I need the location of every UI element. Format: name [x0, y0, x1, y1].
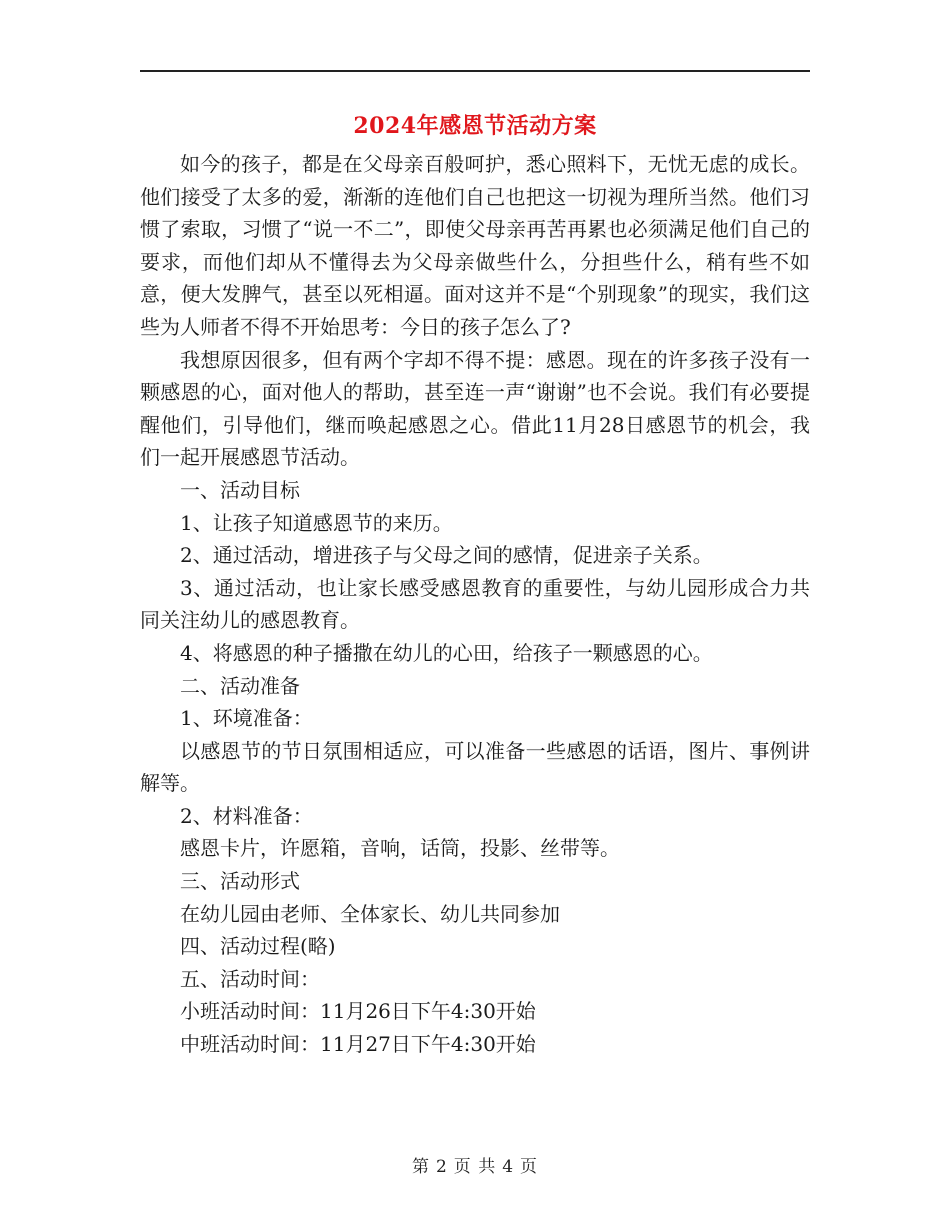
goal-item-3: 3、通过活动，也让家长感受感恩教育的重要性，与幼儿园形成合力共同关注幼儿的感恩教育。	[140, 575, 810, 633]
footer-label-page: 第	[411, 1157, 430, 1177]
footer-label-of: 页 共	[453, 1157, 497, 1177]
time-small-class: 小班活动时间：11月26日下午4:30开始	[180, 999, 536, 1024]
footer-total-pages: 4	[502, 1157, 515, 1177]
prep-item-materials: 2、材料准备：	[180, 803, 313, 828]
goal-item-4: 4、将感恩的种子播撒在幼儿的心田，给孩子一颗感恩的心。	[180, 640, 713, 665]
section-heading-format: 三、活动形式	[180, 869, 300, 894]
prep-environment-detail: 以感恩节的节日氛围相适应，可以准备一些感恩的话语，图片、事例讲解等。	[140, 738, 810, 796]
prep-item-environment: 1、环境准备：	[180, 706, 313, 731]
prep-materials-detail: 感恩卡片，许愿箱，音响，话筒，投影、丝带等。	[180, 836, 620, 861]
section-heading-goals: 一、活动目标	[180, 477, 300, 502]
time-middle-class: 中班活动时间：11月27日下午4:30开始	[180, 1032, 536, 1057]
header-rule	[140, 70, 810, 72]
format-detail: 在幼儿园由老师、全体家长、幼儿共同参加	[180, 901, 560, 926]
document-title: 2024年感恩节活动方案	[353, 113, 597, 139]
paragraph-intro: 如今的孩子，都是在父母亲百般呵护，悉心照料下，无忧无虑的成长。他们接受了太多的爱，渐渐的连他们自己也把这一切视为理所当然。他们习惯了索取，习惯了“说一不二”，即使父母亲再苦再累也必须满足他们自己的要求，而他们却从不懂得去为父母亲做些什么，分担些什么，稍有些不如意，便大发脾气，甚至以死相逼。面对这并不是“个别现象”的现实，我们这些为人师者不得不开始思考：今日的孩子怎么了?	[140, 152, 810, 339]
footer-current-page: 2	[435, 1157, 448, 1177]
section-heading-preparation: 二、活动准备	[180, 673, 300, 698]
paragraph-reason: 我想原因很多，但有两个字却不得不提：感恩。现在的许多孩子没有一颗感恩的心，面对他人的帮助，甚至连一声“谢谢”也不会说。我们有必要提醒他们，引导他们，继而唤起感恩之心。借此11月28日感恩节的机会，我们一起开展感恩节活动。	[140, 347, 810, 470]
section-heading-process: 四、活动过程(略)	[180, 934, 336, 959]
page-footer	[0, 1152, 950, 1177]
goal-item-1: 1、让孩子知道感恩节的来历。	[180, 510, 453, 535]
goal-item-2: 2、通过活动，增进孩子与父母之间的感情，促进亲子关系。	[180, 543, 713, 568]
section-heading-time: 五、活动时间：	[180, 966, 320, 991]
footer-label-end: 页	[520, 1157, 539, 1177]
document-body	[140, 148, 810, 1061]
